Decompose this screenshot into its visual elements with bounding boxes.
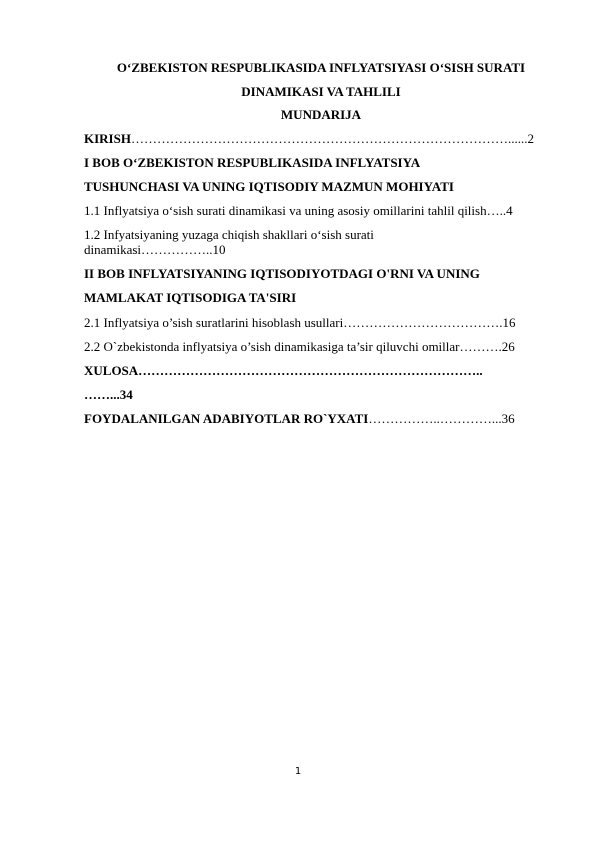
toc-entry-1-1[interactable] <box>84 203 558 219</box>
toc-entry-2-1-page: 16 <box>502 315 516 330</box>
toc-entry-2-1[interactable] <box>84 315 558 331</box>
toc-heading: MUNDARIJA <box>280 107 362 122</box>
toc-entry-1-1-text: 1.1 Inflyatsiya o‘sish surati dinamikasi va uning asosiy omillarini tahlil qilish….. <box>84 203 507 218</box>
toc-entry-kirish-dots: ……………………………………………………………………………...... <box>130 131 528 146</box>
page-number: 1 <box>294 766 302 777</box>
toc-entry-kirish-label: KIRISH <box>84 131 131 146</box>
toc-entry-1-2-page: 10 <box>212 242 226 257</box>
toc-entry-adabiyotlar-dots: ……………..…………... <box>368 411 502 426</box>
toc-entry-kirish[interactable] <box>84 131 558 147</box>
title-line-1: O‘ZBEKISTON RESPUBLIKASIDA INFLYATSIYASI O‘SISH SURATI <box>116 60 526 75</box>
title-line-2: DINAMIKASI VA TAHLILI <box>241 84 401 99</box>
toc-entry-kirish-page: 2 <box>527 131 534 146</box>
toc-entry-adabiyotlar[interactable] <box>84 411 558 427</box>
toc-entry-2-2-text: 2.2 O`zbekistonda inflyatsiya o’sish dinamikasiga ta’sir qiluvchi omillar………. <box>84 339 502 354</box>
toc-entry-2-1-text: 2.1 Inflyatsiya o’sish suratlarini hisoblash usullari………………………………. <box>84 315 503 330</box>
toc-entry-adabiyotlar-label: FOYDALANILGAN ADABIYOTLAR RO`YXATI <box>84 411 369 426</box>
toc-entry-1-1-page: 4 <box>506 203 513 218</box>
toc-entry-2-2[interactable] <box>84 339 558 355</box>
toc-chapter-1-line-2[interactable]: TUSHUNCHASI VA UNING IQTISODIY MAZMUN MOHIYATI <box>84 179 454 194</box>
toc-entry-xulosa-line-1[interactable]: XULOSA…………………………………………………………………….. <box>84 363 483 378</box>
toc-entry-1-2-line-1[interactable]: 1.2 Infyatsiyaning yuzaga chiqish shakllari o‘sish surati <box>84 227 374 242</box>
toc-chapter-1-line-1[interactable]: I BOB O‘ZBEKISTON RESPUBLIKASIDA INFLYATSIYA <box>84 155 421 170</box>
toc-entry-1-2-line-2[interactable] <box>84 242 558 258</box>
toc-entry-1-2-text: dinamikasi…………….. <box>84 242 213 257</box>
toc-entry-adabiyotlar-page: 36 <box>501 411 515 426</box>
toc-chapter-2-line-2[interactable]: MAMLAKAT IQTISODIGA TA'SIRI <box>84 290 297 305</box>
toc-entry-xulosa-line-2[interactable]: ……...34 <box>84 387 133 402</box>
toc-entry-2-2-page: 26 <box>501 339 515 354</box>
toc-chapter-2-line-1[interactable]: II BOB INFLYATSIYANING IQTISODIYOTDAGI O'RNI VA UNING <box>84 266 480 281</box>
